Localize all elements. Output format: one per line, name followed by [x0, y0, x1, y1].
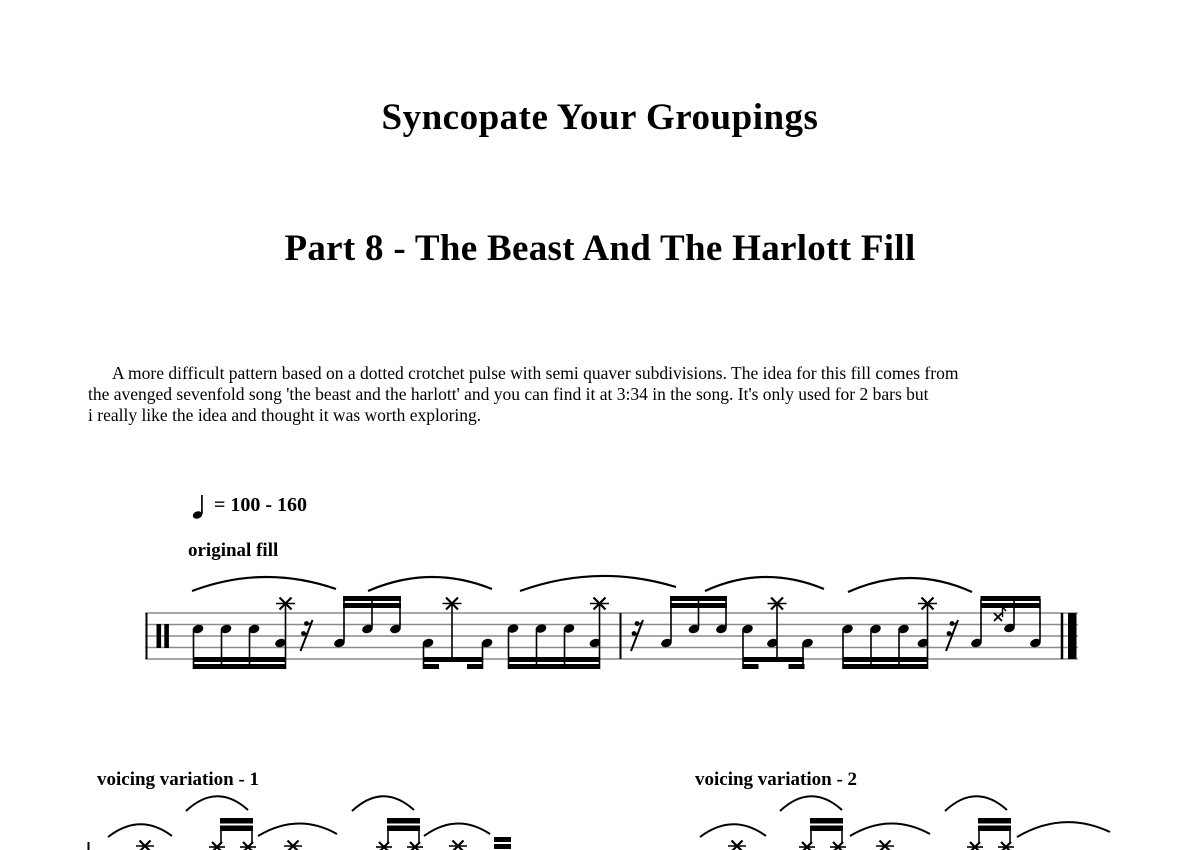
original-fill-notation — [140, 570, 1085, 682]
hihat-x-notehead — [284, 841, 302, 850]
slur — [108, 824, 172, 837]
slur — [945, 796, 1007, 811]
note-group-3 — [421, 598, 493, 670]
phrase-slurs — [192, 576, 972, 592]
variation-1-notation — [80, 760, 640, 850]
grace-x-notehead — [994, 607, 1006, 621]
slur — [700, 824, 766, 837]
slur — [424, 823, 490, 836]
page-subtitle: Part 8 - The Beast And The Harlott Fill — [284, 228, 916, 269]
hihat-x-notehead — [136, 841, 154, 850]
slur — [352, 796, 414, 811]
slur — [705, 577, 824, 591]
beamed-x-group — [967, 818, 1014, 850]
beam-fragment — [494, 837, 511, 849]
slur — [848, 578, 972, 592]
slur — [520, 576, 676, 591]
intro-paragraph — [88, 363, 1130, 426]
quarter-note-icon — [192, 492, 208, 520]
hihat-x-notehead — [728, 841, 746, 850]
hihat-x-notehead — [449, 841, 467, 850]
intro-paragraph-line: i really like the idea and thought it was worth exploring. — [88, 405, 482, 425]
beamed-x-group — [799, 818, 846, 850]
slur — [192, 577, 336, 591]
note-group-2 — [333, 596, 402, 649]
hihat-x-notehead — [876, 841, 894, 850]
note-group-8 — [970, 596, 1042, 649]
phrase-slurs — [700, 796, 1110, 837]
tempo-marking — [192, 492, 307, 522]
beamed-x-group — [209, 818, 256, 850]
section-label-original-fill: original fill — [188, 540, 279, 561]
page-title: Syncopate Your Groupings — [381, 97, 819, 138]
note-group-6 — [741, 598, 814, 670]
note-group-1 — [191, 598, 295, 670]
note-group-4 — [506, 598, 609, 670]
slur — [850, 823, 930, 836]
intro-paragraph-line: A more difficult pattern based on a dotted crotchet pulse with semi quaver subdivisions. The idea for this fill comes from — [112, 363, 959, 383]
note-group-7 — [841, 598, 937, 670]
section-label-variation-1: voicing variation - 1 — [97, 769, 260, 790]
slur — [780, 796, 842, 811]
slur — [1017, 822, 1110, 837]
intro-paragraph-line: the avenged sevenfold song 'the beast and the harlott' and you can find it at 3:34 in the song. It's only used for 2 bars but — [88, 384, 929, 404]
variation-2-notation — [680, 760, 1200, 850]
beamed-x-group — [376, 818, 423, 850]
slur — [186, 796, 248, 811]
phrase-slurs — [108, 796, 490, 837]
slur — [368, 577, 492, 591]
note-group-5 — [660, 596, 728, 649]
tempo-value: = 100 - 160 — [214, 494, 308, 516]
slur — [258, 823, 337, 836]
section-label-variation-2: voicing variation - 2 — [695, 769, 858, 790]
